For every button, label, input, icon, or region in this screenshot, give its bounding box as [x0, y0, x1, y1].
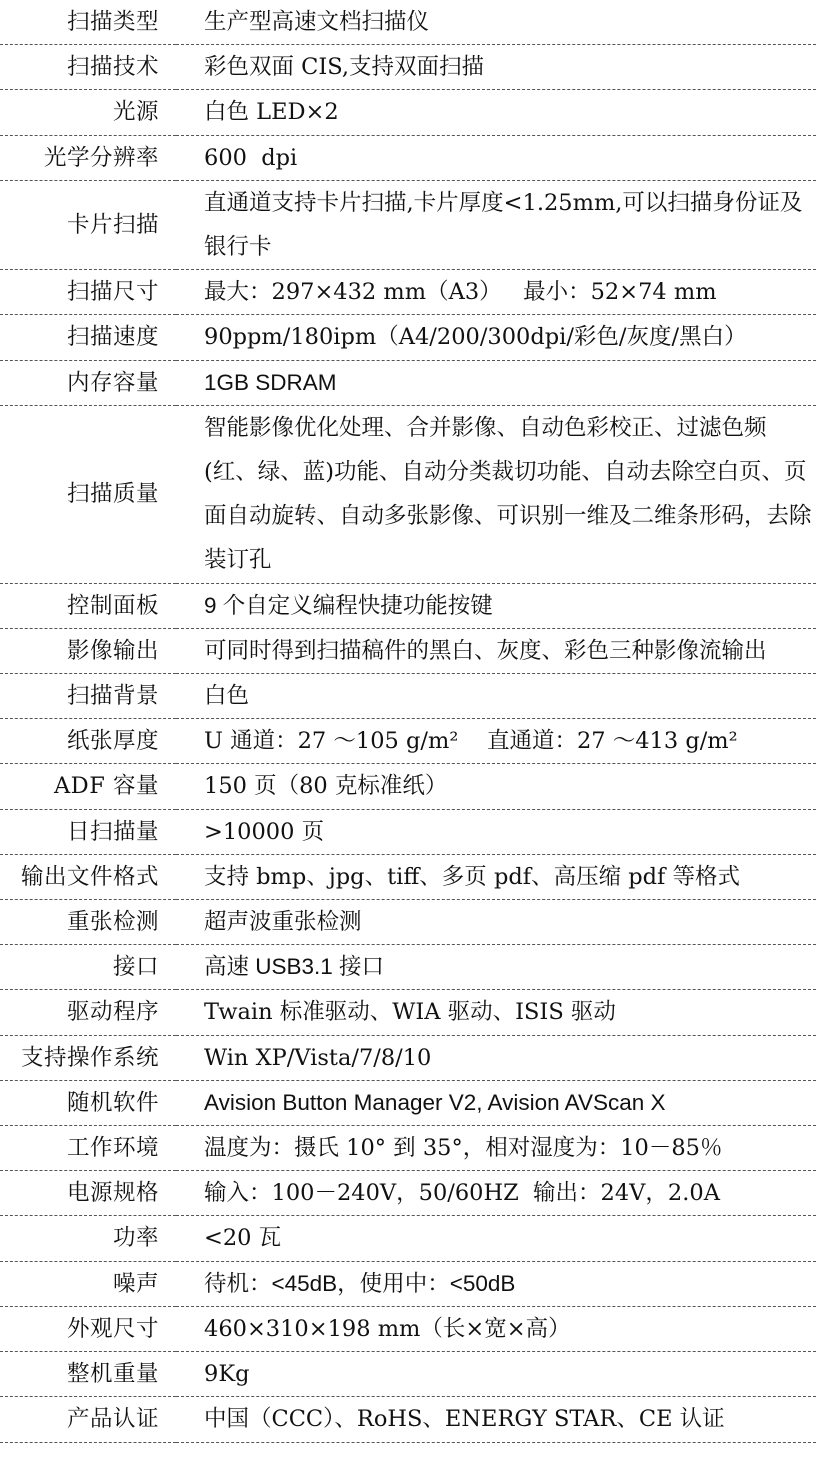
spec-value: U 通道：27 ～105 g/m² 直通道：27 ～413 g/m²: [176, 719, 816, 764]
spec-value: 白色: [176, 674, 816, 719]
spec-row-weight: [0, 1352, 816, 1397]
spec-value: 待机：<45dB，使用中：<50dB: [176, 1261, 816, 1306]
spec-value: 输入：100－240V，50/60HZ 输出：24V，2.0A: [176, 1171, 816, 1216]
spec-label: 驱动程序: [0, 990, 176, 1035]
spec-value: 高速 USB3.1 接口: [176, 945, 816, 990]
spec-value: <20 瓦: [176, 1216, 816, 1261]
spec-row-scan-background: [0, 674, 816, 719]
spec-row-card-scanning: [0, 180, 816, 269]
spec-row-paper-thickness: [0, 719, 816, 764]
spec-row-scan-quality: [0, 405, 816, 583]
spec-label: 接口: [0, 945, 176, 990]
spec-row-scan-type: [0, 0, 816, 45]
spec-row-certification: [0, 1397, 816, 1442]
spec-value: 彩色双面 CIS,支持双面扫描: [176, 45, 816, 90]
spec-value: 直通道支持卡片扫描,卡片厚度<1.25mm,可以扫描身份证及银行卡: [176, 180, 816, 269]
spec-value: 生产型高速文档扫描仪: [176, 0, 816, 45]
spec-value: Avision Button Manager V2, Avision AVScan X: [176, 1080, 816, 1125]
spec-label: 输出文件格式: [0, 854, 176, 899]
spec-label: 扫描质量: [0, 405, 176, 583]
spec-value: 最大：297×432 mm（A3） 最小：52×74 mm: [176, 270, 816, 315]
spec-row-power-supply: [0, 1171, 816, 1216]
spec-label: 卡片扫描: [0, 180, 176, 269]
spec-row-double-feed-detection: [0, 900, 816, 945]
spec-label: 功率: [0, 1216, 176, 1261]
spec-row-interface: [0, 945, 816, 990]
spec-label: 重张检测: [0, 900, 176, 945]
spec-row-drivers: [0, 990, 816, 1035]
spec-label: 纸张厚度: [0, 719, 176, 764]
spec-row-dimensions: [0, 1306, 816, 1351]
spec-value: 支持 bmp、jpg、tiff、多页 pdf、高压缩 pdf 等格式: [176, 854, 816, 899]
spec-label: 控制面板: [0, 583, 176, 628]
spec-row-optical-resolution: [0, 135, 816, 180]
spec-row-power: [0, 1216, 816, 1261]
spec-label: ADF 容量: [0, 764, 176, 809]
spec-value: 9Kg: [176, 1352, 816, 1397]
spec-row-image-output: [0, 628, 816, 673]
spec-value: 可同时得到扫描稿件的黑白、灰度、彩色三种影像流输出: [176, 628, 816, 673]
spec-row-adf-capacity: [0, 764, 816, 809]
spec-label: 扫描技术: [0, 45, 176, 90]
spec-label: 内存容量: [0, 360, 176, 405]
spec-label: 日扫描量: [0, 809, 176, 854]
spec-value: >10000 页: [176, 809, 816, 854]
spec-row-bundled-software: [0, 1080, 816, 1125]
spec-row-scan-technology: [0, 45, 816, 90]
spec-label: 扫描尺寸: [0, 270, 176, 315]
spec-label: 产品认证: [0, 1397, 176, 1442]
spec-value: 智能影像优化处理、合并影像、自动色彩校正、过滤色频(红、绿、蓝)功能、自动分类裁切功能、自动去除空白页、页面自动旋转、自动多张影像、可识别一维及二维条形码，去除装订孔: [176, 405, 816, 583]
spec-label: 噪声: [0, 1261, 176, 1306]
spec-row-scan-size: [0, 270, 816, 315]
spec-label: 扫描背景: [0, 674, 176, 719]
spec-row-memory: [0, 360, 816, 405]
spec-value: 中国（CCC）、RoHS、ENERGY STAR、CE 认证: [176, 1397, 816, 1442]
spec-value: 90ppm/180ipm（A4/200/300dpi/彩色/灰度/黑白）: [176, 315, 816, 360]
spec-label: 扫描类型: [0, 0, 176, 45]
spec-row-output-formats: [0, 854, 816, 899]
spec-value: 1GB SDRAM: [176, 360, 816, 405]
spec-value: 白色 LED×2: [176, 90, 816, 135]
spec-label: 光学分辨率: [0, 135, 176, 180]
spec-label: 支持操作系统: [0, 1035, 176, 1080]
spec-row-scan-speed: [0, 315, 816, 360]
spec-value: Twain 标准驱动、WIA 驱动、ISIS 驱动: [176, 990, 816, 1035]
spec-label: 外观尺寸: [0, 1306, 176, 1351]
spec-value: 9 个自定义编程快捷功能按键: [176, 583, 816, 628]
spec-row-operating-systems: [0, 1035, 816, 1080]
spec-row-control-panel: [0, 583, 816, 628]
spec-value: 150 页（80 克标准纸）: [176, 764, 816, 809]
spec-label: 工作环境: [0, 1126, 176, 1171]
spec-label: 扫描速度: [0, 315, 176, 360]
spec-row-operating-environment: [0, 1126, 816, 1171]
spec-row-light-source: [0, 90, 816, 135]
spec-label: 光源: [0, 90, 176, 135]
spec-label: 电源规格: [0, 1171, 176, 1216]
spec-label: 整机重量: [0, 1352, 176, 1397]
spec-value: Win XP/Vista/7/8/10: [176, 1035, 816, 1080]
spec-value: 温度为：摄氏 10° 到 35°，相对湿度为：10－85％: [176, 1126, 816, 1171]
spec-value: 超声波重张检测: [176, 900, 816, 945]
spec-value: 600 dpi: [176, 135, 816, 180]
spec-value: 460×310×198 mm（长×宽×高）: [176, 1306, 816, 1351]
spec-row-daily-volume: [0, 809, 816, 854]
spec-row-noise: [0, 1261, 816, 1306]
spec-label: 随机软件: [0, 1080, 176, 1125]
spec-label: 影像输出: [0, 628, 176, 673]
